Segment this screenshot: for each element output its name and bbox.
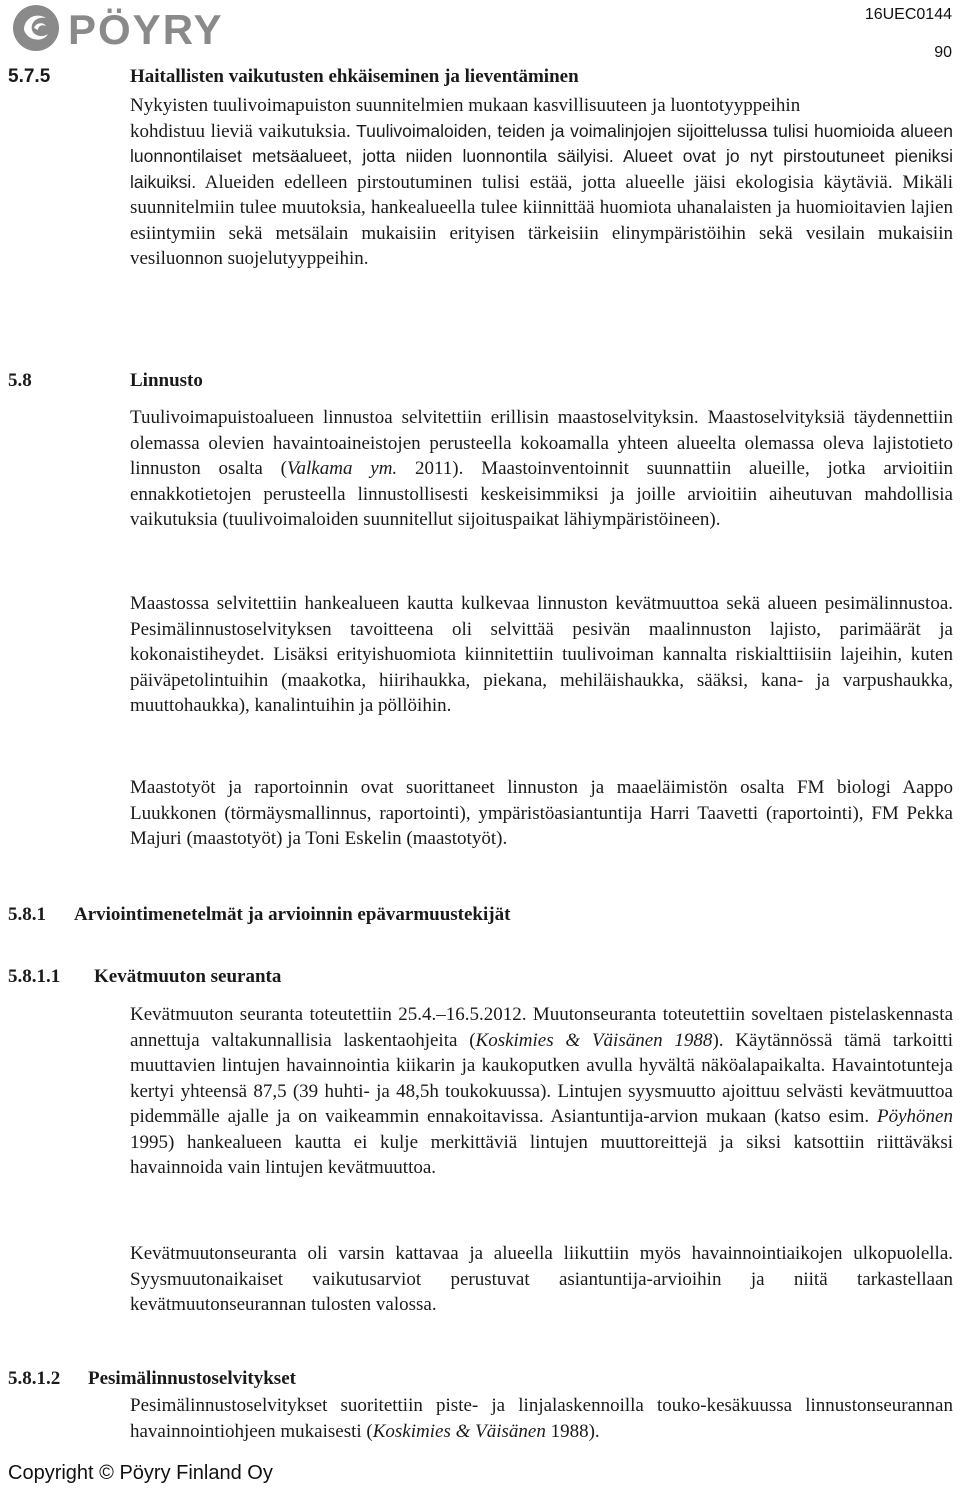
paragraph-text: 1988). [545, 1420, 600, 1442]
section-title-5-7-5: Haitallisten vaikutusten ehkäiseminen ja lieventäminen [130, 66, 579, 87]
paragraph-5-8-2: Maastossa selvitettiin hankealueen kautta kulkevaa linnuston kevätmuuttoa sekä alueen pesimälinnustoa. Pesimälinnustoselvityksen tavoitteena oli selvittää pesivän maalinnuston lajisto, parimäärät ja kokonaistiheydet. Lisäksi erityishuomiota kiinnitettiin tuulivoiman kannalta riskialttiisiin lajeihin, kuten päiväpetolintuihin (maakotka, hiirihaukka, piekana, mehiläishaukka, sääksi, kana- ja varpushaukka, muuttohaukka), kanalintuihin ja pöllöihin. [130, 593, 953, 716]
paragraph-text: 1995) hankealueen kautta ei kulje merkittäviä lintujen muuttoreittejä ja siksi katsottiin riittäväksi havainnoida vain lintujen kevätmuuttoa. [130, 1131, 953, 1178]
paragraph-text: Kevätmuuton seuranta toteutettiin 25.4.–16.5.2012. Muutonseuranta toteutettiin soveltaen pistelaskennasta annettuja valtakunnallisia laskentaohjeita ( [130, 1004, 953, 1051]
paragraph-text: Alueiden edelleen pirstoutuminen tulisi estää, jotta alueelle jäisi ekologisia käytäviä. [196, 171, 893, 193]
section-number-5-8-1-1: 5.8.1.1 [8, 966, 61, 987]
citation: Valkama ym. [287, 458, 398, 479]
document-id: 16UEC0144 [864, 6, 952, 23]
paragraph-text: kohdistuu lieviä vaikutuksia. [130, 120, 351, 142]
page-number: 90 [934, 44, 952, 61]
paragraph-text: Mikäli suunnitelmiin tulee muutoksia, hankealueella tulee kiinnittää huomiota uhanalaisten ja huomioitavien lajien esiintymiin sekä metsälain mukaisiin erityisen tärkeisiin elinympäristöihin sekä vesilain mukaisiin vesiluonnon suojelutyyppeihin. [130, 171, 953, 269]
section-title-5-8-1: Arviointimenetelmät ja arvioinnin epävarmuustekijät [74, 904, 511, 925]
section-title-5-8: Linnusto [130, 370, 203, 391]
citation: Koskimies & Väisänen 1988 [475, 1029, 713, 1051]
paragraph-text: Pesimälinnustoselvitykset suoritettiin piste- ja linjalaskennoilla touko-kesäkuussa linnustonseurannan havainnointiohjeen mukaisesti ( [130, 1395, 953, 1442]
copyright-footer: Copyright © Pöyry Finland Oy [8, 1462, 273, 1484]
section-title-5-8-1-2: Pesimälinnustoselvitykset [88, 1368, 296, 1389]
section-number-5-8-1: 5.8.1 [8, 904, 46, 925]
citation: Pöyhönen [877, 1106, 953, 1127]
paragraph-text: 2011). Maastoinventoinnit suunnattiin alueille, jotka arvioitiin ennakkotietojen perusteella linnustollisesti keskeisimmiksi ja joille arvioitiin aiheutuvan mahdollisia vaikutuksia (tuulivoimaloiden suunnitellut sijoituspaikat lähiympäristöineen). [130, 458, 953, 530]
section-number-5-8-1-2: 5.8.1.2 [8, 1368, 61, 1389]
paragraph-5-8-3: Maastotyöt ja raportoinnin ovat suorittaneet linnuston ja maaeläimistön osalta FM biologi Aappo Luukkonen (törmäysmallinnus, raportointi), ympäristöasiantuntija Harri Taavetti (raportointi), FM Pekka Majuri (maastotyöt) ja Toni Eskelin (maastotyöt). [130, 777, 953, 849]
logo-wordmark: PÖYRY [68, 6, 224, 53]
paragraph-text: Tuulivoimaloiden, teiden ja voimalinjojen sijoittelussa tulisi huomioida alueen luonnontilaiset metsäalueet, jotta niiden luonnontila säilyisi. Alueet ovat jo nyt pirstoutuneet pieniksi laikuiksi. [130, 120, 953, 192]
section-number-5-8: 5.8 [8, 370, 32, 391]
paragraph-5-8-1 [130, 405, 953, 533]
paragraph-5-8-1-1-2: Kevätmuutonseuranta oli varsin kattavaa ja alueella liikuttiin myös havainnointiaikojen ulkopuolella. Syysmuutonaikaiset vaikutusarviot perustuvat asiantuntija-arvioihin ja niitä tarkastellaan kevätmuutonseurannan tulosten valossa. [130, 1243, 953, 1315]
paragraph-5-8-1-1-1 [130, 1002, 953, 1181]
paragraph-text: Tuulivoimapuistoalueen linnustoa selvitettiin erillisin maastoselvityksin. Maastoselvityksiä täydennettiin olemassa olevien havaintoaineistojen perusteella kokoamalla yhteen alueelta olemassa oleva lajistotieto linnuston osalta ( [130, 407, 953, 479]
section-number-5-7-5: 5.7.5 [8, 66, 51, 87]
poyry-logo-mark [10, 2, 272, 54]
section-title-5-8-1-1: Kevätmuuton seuranta [94, 966, 282, 987]
citation: Koskimies & Väisänen [372, 1420, 546, 1442]
paragraph-text: Nykyisten tuulivoimapuiston suunnitelmien mukaan kasvillisuuteen ja luontotyyppeihin [130, 95, 801, 116]
paragraph-text: ). Käytännössä tämä tarkoitti muuttavien lintujen havainnointia kiikarin ja kaukoputken avulla hyvältä näköalapaikalta. Havaintotunteja kertyi yhteensä 87,5 (39 huhti- ja 48,5h toukokuussa). Lintujen syysmuutto ajoittuu selvästi kevätmuuttoa pidemmälle ajalle ja on vaikeammin ennakoitavissa. Asiantuntija-arvion mukaan (katso esim. [130, 1029, 953, 1127]
paragraph-5-8-1-2-1 [130, 1393, 953, 1444]
poyry-logo [10, 2, 272, 54]
paragraph-5-7-5 [130, 93, 953, 272]
